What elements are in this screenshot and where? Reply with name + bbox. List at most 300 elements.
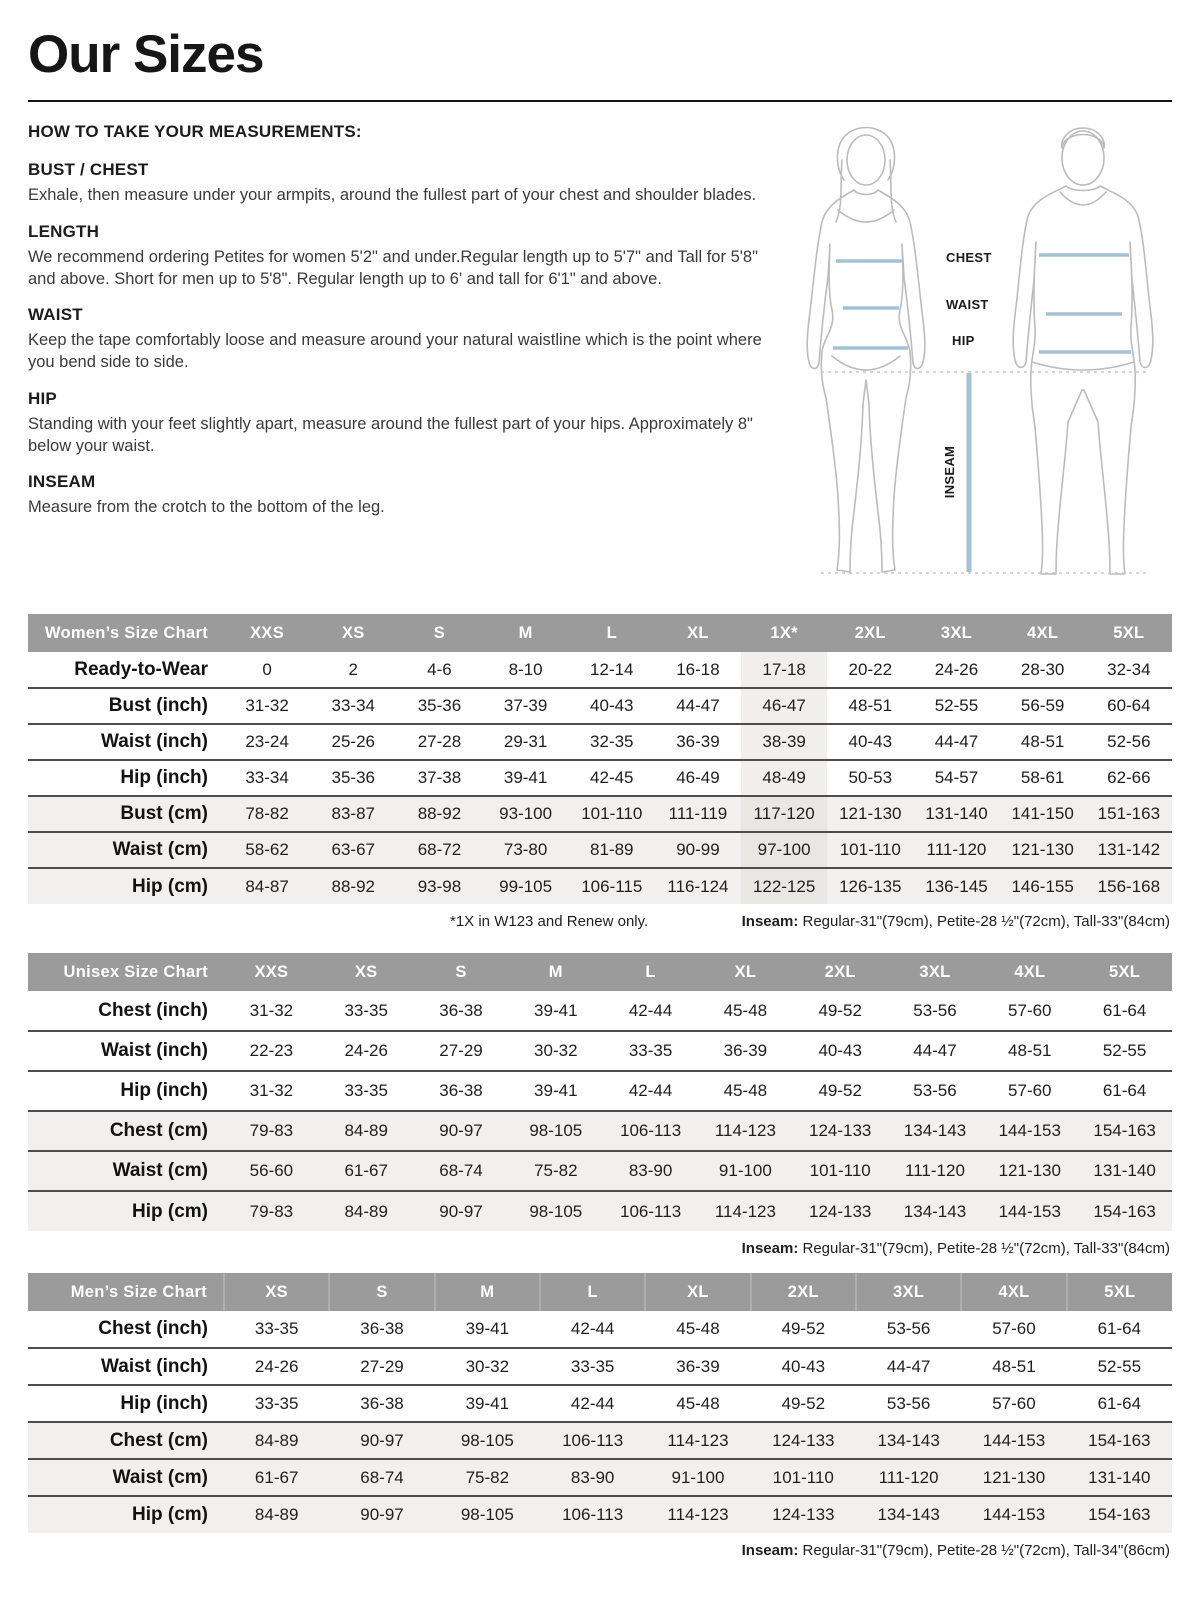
size-cell: 36-39 — [676, 732, 720, 751]
section-heading: WAIST — [28, 305, 83, 325]
mens-table-footnote — [28, 1542, 1170, 1559]
size-cell: 93-98 — [396, 868, 482, 904]
row-label: Hip (inch) — [120, 767, 208, 788]
how-to-heading: HOW TO TAKE YOUR MEASUREMENTS: — [28, 122, 362, 141]
size-cell: 101-110 — [827, 832, 913, 868]
size-cell: 62-66 — [1107, 768, 1151, 787]
size-cell: 49-52 — [818, 1081, 862, 1100]
inseam-footnote: Inseam: Regular-31"(79cm), Petite-28 ½"(72cm), Tall-34"(86cm) — [741, 1542, 1170, 1559]
dashed-guide-lines — [821, 372, 1146, 573]
size-cell: 83-90 — [603, 1151, 698, 1191]
size-column-header: 1X* — [741, 614, 827, 652]
size-cell: 98-105 — [508, 1191, 603, 1231]
size-cell: 35-36 — [331, 768, 375, 787]
size-cell: 116-124 — [655, 868, 741, 904]
size-cell: 131-142 — [1086, 832, 1172, 868]
table-title: Women’s Size Chart — [28, 614, 224, 652]
size-column-header: XXS — [224, 614, 310, 652]
size-cell: 98-105 — [508, 1111, 603, 1151]
size-cell: 57-60 — [992, 1319, 1036, 1338]
measurement-instructions-area — [28, 122, 1172, 600]
size-cell: 79-83 — [224, 1111, 319, 1151]
size-column-header: 5XL — [1086, 614, 1172, 652]
size-cell: 0 — [262, 659, 272, 679]
waist-label: WAIST — [946, 297, 989, 312]
size-cell: 88-92 — [310, 868, 396, 904]
womens-table-footnote — [28, 913, 1170, 930]
size-cell: 45-48 — [723, 1000, 768, 1020]
chest-label: CHEST — [946, 250, 992, 265]
size-cell: 22-23 — [249, 1041, 294, 1060]
size-cell: 154-163 — [1067, 1496, 1172, 1533]
size-column-header: 4XL — [982, 953, 1077, 991]
size-cell: 52-55 — [1097, 1356, 1142, 1376]
size-cell: 56-59 — [1020, 696, 1065, 715]
size-cell: 29-31 — [503, 732, 548, 751]
size-cell: 39-41 — [465, 1319, 510, 1338]
section-body: We recommend ordering Petites for women 5'2" and under.Regular length up to 5'7" and Tall for 5'8" and above. Short for men up to 5'8". Regular length up to 6' and tall for 6'1" and above. — [28, 247, 758, 288]
size-column-header: M — [508, 953, 603, 991]
size-cell: 111-120 — [856, 1459, 961, 1496]
size-cell: 50-53 — [848, 768, 893, 787]
size-column-header: 4XL — [961, 1273, 1066, 1311]
table-row — [28, 832, 1172, 868]
size-cell: 31-32 — [249, 1081, 294, 1100]
size-cell: 16-18 — [676, 659, 720, 679]
size-cell: 68-74 — [414, 1151, 509, 1191]
size-cell: 36-38 — [439, 1081, 483, 1100]
row-label: Bust (inch) — [108, 695, 208, 716]
size-cell: 53-56 — [886, 1393, 931, 1413]
size-cell: 40-43 — [848, 732, 893, 751]
body-measurement-diagram — [776, 122, 1168, 600]
size-cell: 42-44 — [628, 1000, 673, 1020]
size-cell: 84-89 — [224, 1422, 329, 1459]
table-header-row — [28, 953, 1172, 991]
row-label: Chest (cm) — [28, 1111, 224, 1151]
size-cell: 52-56 — [1107, 732, 1151, 751]
size-column-header: L — [569, 614, 655, 652]
section-inseam — [28, 472, 766, 519]
table-row — [28, 688, 1172, 724]
size-cell: 99-105 — [483, 868, 569, 904]
page-title: Our Sizes — [28, 25, 264, 84]
size-cell: 46-47 — [741, 688, 827, 724]
size-column-header: S — [414, 953, 509, 991]
table-row — [28, 868, 1172, 904]
row-label: Waist (cm) — [28, 1151, 224, 1191]
size-cell: 31-32 — [245, 696, 289, 715]
size-cell: 49-52 — [818, 1000, 862, 1020]
size-cell: 122-125 — [741, 868, 827, 904]
size-column-header: 4XL — [1000, 614, 1086, 652]
section-hip — [28, 389, 766, 458]
size-cell: 134-143 — [856, 1496, 961, 1533]
size-cell: 121-130 — [982, 1151, 1077, 1191]
size-cell: 44-47 — [676, 696, 720, 715]
size-cell: 93-100 — [483, 796, 569, 832]
size-column-header: XS — [224, 1273, 329, 1311]
section-heading: LENGTH — [28, 221, 100, 241]
size-cell: 25-26 — [331, 732, 375, 751]
size-cell: 2 — [348, 659, 358, 679]
size-cell: 111-120 — [913, 832, 999, 868]
size-cell: 106-115 — [569, 868, 655, 904]
row-label: Hip (inch) — [120, 1392, 208, 1414]
size-cell: 144-153 — [982, 1191, 1077, 1231]
size-cell: 52-55 — [934, 696, 979, 715]
size-cell: 126-135 — [827, 868, 913, 904]
size-column-header: XXS — [224, 953, 319, 991]
section-waist — [28, 305, 766, 374]
size-cell: 84-89 — [319, 1191, 414, 1231]
size-cell: 39-41 — [503, 768, 548, 787]
size-cell: 57-60 — [1008, 1081, 1052, 1100]
size-cell: 30-32 — [534, 1041, 578, 1060]
size-cell: 57-60 — [1008, 1000, 1052, 1020]
size-cell: 88-92 — [396, 796, 482, 832]
size-cell: 90-97 — [414, 1111, 509, 1151]
table-title: Unisex Size Chart — [28, 953, 224, 991]
row-label: Waist (cm) — [28, 832, 224, 868]
size-cell: 134-143 — [856, 1422, 961, 1459]
size-cell: 144-153 — [961, 1496, 1066, 1533]
section-body: Exhale, then measure under your armpits, around the fullest part of your chest and shoulder blades. — [28, 186, 757, 204]
figure-illustration — [776, 122, 1168, 595]
size-cell: 68-72 — [396, 832, 482, 868]
size-column-header: 3XL — [856, 1273, 961, 1311]
size-cell: 136-145 — [913, 868, 999, 904]
size-cell: 98-105 — [435, 1496, 540, 1533]
size-column-header: M — [483, 614, 569, 652]
size-cell: 63-67 — [310, 832, 396, 868]
size-cell: 83-87 — [310, 796, 396, 832]
row-label: Chest (inch) — [98, 999, 208, 1021]
row-label: Waist (inch) — [101, 1355, 208, 1377]
table-row — [28, 1151, 1172, 1191]
size-cell: 36-38 — [360, 1393, 404, 1413]
size-cell: 24-26 — [344, 1041, 388, 1060]
size-cell: 114-123 — [698, 1111, 793, 1151]
row-label: Hip (inch) — [120, 1080, 208, 1101]
table-title: Men’s Size Chart — [28, 1273, 224, 1311]
size-cell: 154-163 — [1077, 1111, 1172, 1151]
size-cell: 32-35 — [590, 732, 634, 751]
size-cell: 81-89 — [569, 832, 655, 868]
size-column-header: S — [329, 1273, 434, 1311]
size-cell: 23-24 — [245, 732, 289, 751]
size-cell: 106-113 — [540, 1496, 645, 1533]
size-cell: 144-153 — [982, 1111, 1077, 1151]
size-cell: 35-36 — [417, 696, 462, 715]
size-cell: 24-26 — [254, 1356, 299, 1376]
size-cell: 45-48 — [723, 1081, 768, 1100]
row-label: Bust (cm) — [28, 796, 224, 832]
size-cell: 33-35 — [254, 1393, 299, 1413]
size-cell: 58-61 — [1020, 768, 1065, 787]
size-cell: 27-29 — [360, 1356, 404, 1376]
size-cell: 52-55 — [1102, 1041, 1147, 1060]
size-cell: 33-35 — [344, 1000, 388, 1020]
how-to-column — [28, 122, 776, 600]
size-cell: 121-130 — [961, 1459, 1066, 1496]
size-cell: 12-14 — [590, 659, 634, 679]
table-header-row — [28, 614, 1172, 652]
size-cell: 27-29 — [439, 1041, 483, 1060]
size-cell: 61-67 — [224, 1459, 329, 1496]
size-cell: 121-130 — [827, 796, 913, 832]
size-column-header: XL — [645, 1273, 750, 1311]
size-column-header: L — [603, 953, 698, 991]
size-cell: 42-44 — [570, 1393, 615, 1413]
size-cell: 61-67 — [319, 1151, 414, 1191]
size-cell: 90-97 — [414, 1191, 509, 1231]
size-cell: 61-64 — [1102, 1000, 1147, 1020]
row-label: Waist (inch) — [101, 731, 208, 752]
size-cell: 38-39 — [741, 724, 827, 760]
table-row — [28, 1348, 1172, 1385]
table-row — [28, 796, 1172, 832]
size-cell: 40-43 — [781, 1356, 826, 1376]
size-column-header: XL — [698, 953, 793, 991]
size-cell: 90-99 — [655, 832, 741, 868]
section-heading: BUST / CHEST — [28, 160, 149, 179]
size-cell: 101-110 — [751, 1459, 856, 1496]
size-cell: 156-168 — [1086, 868, 1172, 904]
size-cell: 144-153 — [961, 1422, 1066, 1459]
size-cell: 42-44 — [628, 1081, 673, 1100]
unisex-table-footnote — [28, 1240, 1170, 1257]
inseam-footnote: Inseam: Regular-31"(79cm), Petite-28 ½"(72cm), Tall-33"(84cm) — [741, 913, 1170, 930]
size-cell: 24-26 — [934, 659, 979, 679]
size-cell: 97-100 — [741, 832, 827, 868]
table-row — [28, 760, 1172, 796]
size-column-header: S — [396, 614, 482, 652]
mens-size-chart-table — [28, 1273, 1172, 1533]
size-column-header: XS — [310, 614, 396, 652]
size-cell: 37-38 — [417, 768, 462, 787]
size-cell: 131-140 — [1067, 1459, 1172, 1496]
size-cell: 75-82 — [508, 1151, 603, 1191]
size-cell: 98-105 — [435, 1422, 540, 1459]
one-x-footnote: *1X in W123 and Renew only. — [450, 913, 649, 930]
size-cell: 8-10 — [508, 659, 543, 679]
table-row — [28, 1071, 1172, 1111]
size-cell: 141-150 — [1000, 796, 1086, 832]
size-cell: 53-56 — [913, 1000, 957, 1020]
row-label: Hip (cm) — [28, 868, 224, 904]
size-cell: 124-133 — [751, 1496, 856, 1533]
size-cell: 49-52 — [781, 1393, 826, 1413]
section-body: Keep the tape comfortably loose and measure around your natural waistline which is the point where you bend side to side. — [28, 331, 762, 372]
section-heading: INSEAM — [28, 472, 96, 492]
table-row — [28, 991, 1172, 1031]
size-cell: 91-100 — [645, 1459, 750, 1496]
size-cell: 33-35 — [254, 1319, 299, 1338]
size-cell: 114-123 — [645, 1422, 750, 1459]
size-cell: 40-43 — [590, 696, 634, 715]
size-cell: 48-51 — [1008, 1041, 1052, 1060]
table-row — [28, 1191, 1172, 1231]
table-row — [28, 1311, 1172, 1348]
size-cell: 37-39 — [503, 696, 548, 715]
section-bust-chest — [28, 160, 766, 207]
size-cell: 79-83 — [224, 1191, 319, 1231]
section-length — [28, 222, 766, 291]
size-cell: 124-133 — [793, 1191, 888, 1231]
womens-size-chart-table — [28, 614, 1172, 904]
size-cell: 48-51 — [992, 1356, 1036, 1376]
row-label: Hip (cm) — [28, 1191, 224, 1231]
size-cell: 33-35 — [344, 1081, 388, 1100]
table-row — [28, 1422, 1172, 1459]
size-cell: 61-64 — [1097, 1393, 1142, 1413]
size-cell: 46-49 — [676, 768, 720, 787]
size-cell: 78-82 — [224, 796, 310, 832]
size-cell: 44-47 — [886, 1356, 931, 1376]
size-cell: 36-38 — [439, 1000, 483, 1020]
size-cell: 106-113 — [603, 1111, 698, 1151]
size-cell: 39-41 — [465, 1393, 510, 1413]
size-cell: 60-64 — [1107, 696, 1151, 715]
size-cell: 4-6 — [427, 659, 452, 679]
size-cell: 101-110 — [569, 796, 655, 832]
inseam-footnote: Inseam: Regular-31"(79cm), Petite-28 ½"(72cm), Tall-33"(84cm) — [741, 1240, 1170, 1257]
size-cell: 106-113 — [540, 1422, 645, 1459]
row-label: Chest (inch) — [98, 1318, 208, 1339]
size-cell: 57-60 — [992, 1393, 1036, 1413]
size-cell: 73-80 — [483, 832, 569, 868]
size-column-header: 2XL — [793, 953, 888, 991]
size-cell: 121-130 — [1000, 832, 1086, 868]
size-cell: 134-143 — [888, 1191, 983, 1231]
size-cell: 90-97 — [329, 1496, 434, 1533]
section-body: Standing with your feet slightly apart, measure around the fullest part of your hips. Approximately 8" below your waist. — [28, 414, 753, 455]
row-label: Waist (cm) — [28, 1459, 224, 1496]
size-cell: 42-44 — [570, 1319, 615, 1338]
size-cell: 146-155 — [1000, 868, 1086, 904]
size-cell: 36-39 — [723, 1041, 768, 1060]
size-cell: 154-163 — [1067, 1422, 1172, 1459]
size-cell: 31-32 — [249, 1000, 294, 1020]
size-cell: 61-64 — [1102, 1081, 1147, 1100]
size-cell: 48-51 — [848, 696, 893, 715]
size-cell: 42-45 — [590, 768, 634, 787]
size-cell: 45-48 — [676, 1393, 720, 1413]
table-row — [28, 1031, 1172, 1071]
size-cell: 83-90 — [540, 1459, 645, 1496]
size-cell: 91-100 — [698, 1151, 793, 1191]
size-column-header: 5XL — [1077, 953, 1172, 991]
size-cell: 36-38 — [360, 1319, 404, 1338]
table-row — [28, 1385, 1172, 1422]
size-cell: 32-34 — [1107, 659, 1151, 679]
size-cell: 56-60 — [224, 1151, 319, 1191]
size-cell: 17-18 — [741, 652, 827, 688]
size-column-header: 5XL — [1067, 1273, 1172, 1311]
size-cell: 106-113 — [603, 1191, 698, 1231]
title-divider — [28, 100, 1172, 102]
unisex-size-chart-table — [28, 953, 1172, 1231]
row-label: Waist (inch) — [101, 1040, 208, 1061]
size-column-header: 3XL — [888, 953, 983, 991]
size-cell: 27-28 — [417, 732, 462, 751]
size-cell: 44-47 — [913, 1041, 957, 1060]
size-column-header: XL — [655, 614, 741, 652]
size-cell: 131-140 — [913, 796, 999, 832]
size-cell: 45-48 — [676, 1319, 720, 1338]
size-cell: 33-35 — [628, 1041, 673, 1060]
size-cell: 61-64 — [1097, 1319, 1142, 1338]
size-cell: 154-163 — [1077, 1191, 1172, 1231]
size-cell: 84-87 — [224, 868, 310, 904]
inseam-label: INSEAM — [942, 445, 957, 499]
size-column-header: 2XL — [751, 1273, 856, 1311]
size-cell: 53-56 — [913, 1081, 957, 1100]
size-cell: 75-82 — [435, 1459, 540, 1496]
size-cell: 68-74 — [329, 1459, 434, 1496]
size-cell: 114-123 — [645, 1496, 750, 1533]
table-row — [28, 652, 1172, 688]
size-cell: 30-32 — [465, 1356, 510, 1376]
size-column-header: 3XL — [913, 614, 999, 652]
size-cell: 53-56 — [886, 1319, 931, 1338]
size-cell: 111-120 — [888, 1151, 983, 1191]
size-cell: 49-52 — [781, 1319, 826, 1338]
size-cell: 114-123 — [698, 1191, 793, 1231]
size-cell: 124-133 — [793, 1111, 888, 1151]
size-cell: 58-62 — [224, 832, 310, 868]
row-label: Ready-to-Wear — [74, 658, 208, 680]
row-label: Hip (cm) — [28, 1496, 224, 1533]
size-cell: 33-35 — [570, 1356, 615, 1376]
size-cell: 39-41 — [534, 1000, 578, 1020]
size-column-header: L — [540, 1273, 645, 1311]
size-cell: 131-140 — [1077, 1151, 1172, 1191]
table-header-row — [28, 1273, 1172, 1311]
size-cell: 36-39 — [676, 1356, 720, 1376]
size-cell: 48-51 — [1020, 732, 1065, 751]
section-body: Measure from the crotch to the bottom of the leg. — [28, 498, 385, 517]
size-column-header: XS — [319, 953, 414, 991]
size-cell: 39-41 — [534, 1081, 578, 1100]
size-cell: 44-47 — [934, 732, 979, 751]
hip-label: HIP — [952, 333, 975, 348]
size-cell: 124-133 — [751, 1422, 856, 1459]
table-row — [28, 724, 1172, 760]
size-cell: 40-43 — [818, 1041, 862, 1060]
row-label: Chest (cm) — [28, 1422, 224, 1459]
size-cell: 84-89 — [319, 1111, 414, 1151]
size-cell: 117-120 — [741, 796, 827, 832]
size-column-header: 2XL — [827, 614, 913, 652]
size-cell: 111-119 — [655, 796, 741, 832]
size-cell: 33-34 — [245, 768, 289, 787]
size-cell: 101-110 — [793, 1151, 888, 1191]
size-cell: 28-30 — [1020, 659, 1065, 679]
table-row — [28, 1111, 1172, 1151]
size-cell: 134-143 — [888, 1111, 983, 1151]
size-cell: 90-97 — [329, 1422, 434, 1459]
size-cell: 48-49 — [741, 760, 827, 796]
size-cell: 20-22 — [848, 659, 893, 679]
size-column-header: M — [435, 1273, 540, 1311]
size-cell: 33-34 — [331, 696, 375, 715]
section-heading: HIP — [28, 388, 57, 408]
size-cell: 84-89 — [224, 1496, 329, 1533]
size-cell: 54-57 — [934, 768, 979, 787]
size-cell: 151-163 — [1086, 796, 1172, 832]
